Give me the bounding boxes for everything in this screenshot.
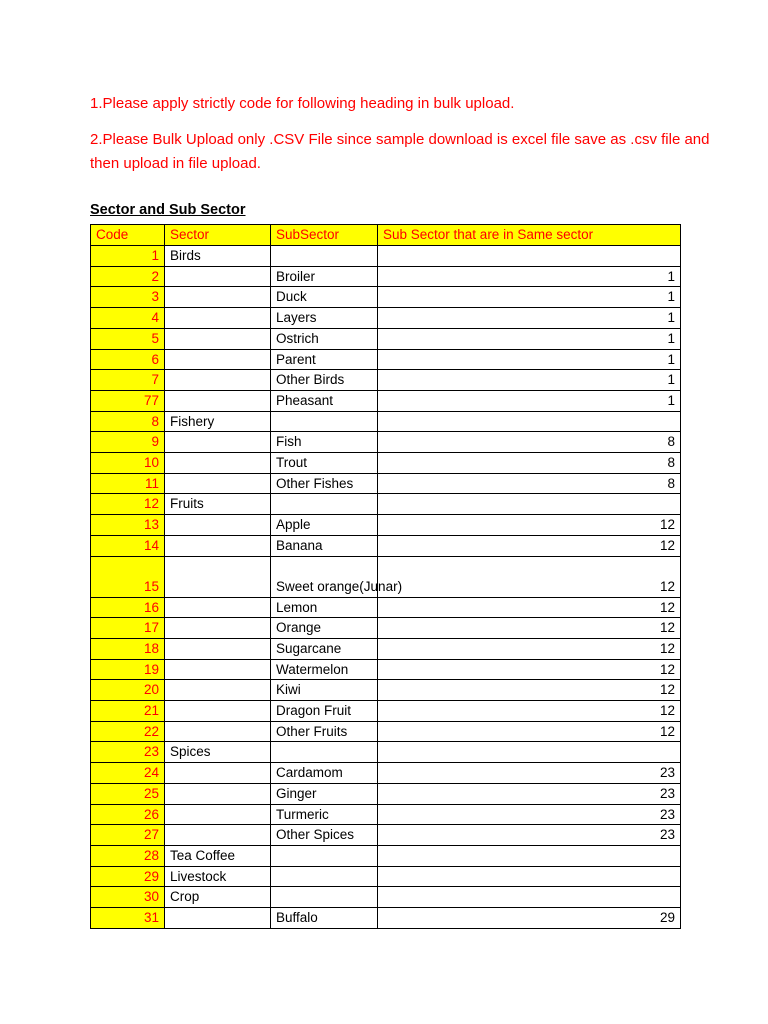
cell-sector (165, 763, 271, 784)
cell-subsector: Kiwi (271, 680, 378, 701)
header-code: Code (91, 225, 165, 246)
cell-subsector: Pheasant (271, 390, 378, 411)
cell-sector: Crop (165, 887, 271, 908)
header-same-sector: Sub Sector that are in Same sector (378, 225, 681, 246)
cell-code: 18 (91, 638, 165, 659)
cell-code: 23 (91, 742, 165, 763)
cell-subsector: Orange (271, 618, 378, 639)
table-row (91, 721, 681, 742)
cell-code: 24 (91, 763, 165, 784)
cell-subsector (271, 887, 378, 908)
cell-sector (165, 638, 271, 659)
header-subsector: SubSector (271, 225, 378, 246)
cell-subsector: Other Birds (271, 370, 378, 391)
cell-sector (165, 432, 271, 453)
table-row (91, 742, 681, 763)
table-row (91, 597, 681, 618)
cell-subsector: Duck (271, 287, 378, 308)
cell-subsector: Other Spices (271, 825, 378, 846)
cell-same-sector (378, 742, 681, 763)
cell-subsector: Lemon (271, 597, 378, 618)
cell-sector (165, 783, 271, 804)
cell-code: 16 (91, 597, 165, 618)
cell-code: 8 (91, 411, 165, 432)
cell-subsector: Other Fruits (271, 721, 378, 742)
cell-code: 4 (91, 308, 165, 329)
cell-sector (165, 390, 271, 411)
cell-subsector (271, 845, 378, 866)
cell-same-sector: 12 (378, 535, 681, 556)
cell-sector (165, 473, 271, 494)
cell-sector (165, 515, 271, 536)
cell-sector (165, 618, 271, 639)
cell-same-sector: 23 (378, 783, 681, 804)
cell-sector (165, 308, 271, 329)
cell-same-sector: 23 (378, 804, 681, 825)
cell-sector (165, 556, 271, 597)
cell-sector: Spices (165, 742, 271, 763)
table-row (91, 494, 681, 515)
cell-same-sector: 12 (378, 618, 681, 639)
cell-subsector (271, 866, 378, 887)
table-row (91, 638, 681, 659)
cell-same-sector (378, 494, 681, 515)
sector-table (90, 224, 681, 929)
cell-sector (165, 721, 271, 742)
cell-sector (165, 287, 271, 308)
cell-code: 77 (91, 390, 165, 411)
cell-sector (165, 453, 271, 474)
table-body (91, 246, 681, 929)
cell-same-sector (378, 845, 681, 866)
table-row (91, 308, 681, 329)
cell-same-sector: 12 (378, 701, 681, 722)
cell-code: 31 (91, 908, 165, 929)
table-row (91, 887, 681, 908)
table-row (91, 680, 681, 701)
cell-code: 11 (91, 473, 165, 494)
table-row (91, 246, 681, 267)
cell-sector (165, 680, 271, 701)
cell-same-sector: 1 (378, 287, 681, 308)
cell-sector (165, 825, 271, 846)
cell-same-sector: 29 (378, 908, 681, 929)
cell-sector: Fruits (165, 494, 271, 515)
cell-same-sector: 12 (378, 659, 681, 680)
table-row (91, 804, 681, 825)
cell-subsector: Buffalo (271, 908, 378, 929)
cell-code: 7 (91, 370, 165, 391)
cell-code: 10 (91, 453, 165, 474)
table-row (91, 370, 681, 391)
table-row (91, 515, 681, 536)
cell-same-sector: 12 (378, 515, 681, 536)
cell-subsector: Ginger (271, 783, 378, 804)
table-row (91, 618, 681, 639)
cell-code: 19 (91, 659, 165, 680)
cell-subsector (271, 411, 378, 432)
table-row (91, 908, 681, 929)
cell-subsector (271, 494, 378, 515)
table-row (91, 825, 681, 846)
table-row (91, 701, 681, 722)
cell-subsector: Ostrich (271, 328, 378, 349)
cell-code: 13 (91, 515, 165, 536)
cell-code: 20 (91, 680, 165, 701)
cell-same-sector: 8 (378, 432, 681, 453)
table-row (91, 453, 681, 474)
cell-sector (165, 328, 271, 349)
cell-code: 5 (91, 328, 165, 349)
cell-same-sector: 12 (378, 638, 681, 659)
cell-same-sector: 1 (378, 370, 681, 391)
cell-subsector: Trout (271, 453, 378, 474)
table-row (91, 556, 681, 597)
cell-same-sector: 12 (378, 721, 681, 742)
table-row (91, 390, 681, 411)
cell-code: 2 (91, 266, 165, 287)
cell-code: 6 (91, 349, 165, 370)
cell-subsector (271, 246, 378, 267)
cell-code: 1 (91, 246, 165, 267)
cell-code: 9 (91, 432, 165, 453)
cell-sector (165, 701, 271, 722)
table-row (91, 783, 681, 804)
table-row (91, 763, 681, 784)
cell-subsector: Broiler (271, 266, 378, 287)
cell-sector (165, 597, 271, 618)
cell-code: 21 (91, 701, 165, 722)
cell-same-sector: 1 (378, 349, 681, 370)
table-header-row (91, 225, 681, 246)
instructions (90, 92, 710, 184)
cell-sector: Livestock (165, 866, 271, 887)
cell-sector (165, 804, 271, 825)
table-row (91, 659, 681, 680)
cell-sector: Tea Coffee (165, 845, 271, 866)
instruction-2: 2.Please Bulk Upload only .CSV File since sample download is excel file save as .csv file and then upload in file upload. (90, 131, 710, 172)
instruction-1: 1.Please apply strictly code for following heading in bulk upload. (90, 95, 515, 112)
cell-same-sector (378, 411, 681, 432)
cell-code: 14 (91, 535, 165, 556)
cell-code: 3 (91, 287, 165, 308)
cell-code: 29 (91, 866, 165, 887)
table-row (91, 266, 681, 287)
table-row (91, 845, 681, 866)
cell-code: 26 (91, 804, 165, 825)
cell-same-sector: 12 (378, 556, 681, 597)
cell-subsector: Sweet orange(Junar) (271, 556, 378, 597)
cell-code: 17 (91, 618, 165, 639)
cell-subsector: Turmeric (271, 804, 378, 825)
cell-subsector: Fish (271, 432, 378, 453)
cell-code: 27 (91, 825, 165, 846)
table-row (91, 328, 681, 349)
cell-subsector: Dragon Fruit (271, 701, 378, 722)
cell-same-sector (378, 246, 681, 267)
cell-subsector: Cardamom (271, 763, 378, 784)
table-row (91, 349, 681, 370)
cell-same-sector: 1 (378, 328, 681, 349)
cell-same-sector: 1 (378, 308, 681, 329)
cell-same-sector: 23 (378, 763, 681, 784)
cell-same-sector: 1 (378, 266, 681, 287)
table-row (91, 287, 681, 308)
cell-code: 22 (91, 721, 165, 742)
cell-subsector: Sugarcane (271, 638, 378, 659)
cell-subsector: Watermelon (271, 659, 378, 680)
cell-subsector: Other Fishes (271, 473, 378, 494)
cell-sector: Birds (165, 246, 271, 267)
table-row (91, 535, 681, 556)
cell-subsector (271, 742, 378, 763)
header-sector: Sector (165, 225, 271, 246)
cell-code: 15 (91, 556, 165, 597)
cell-same-sector: 12 (378, 680, 681, 701)
cell-sector: Fishery (165, 411, 271, 432)
cell-sector (165, 266, 271, 287)
cell-same-sector (378, 887, 681, 908)
cell-subsector: Layers (271, 308, 378, 329)
cell-subsector: Parent (271, 349, 378, 370)
cell-sector (165, 349, 271, 370)
cell-sector (165, 659, 271, 680)
cell-sector (165, 370, 271, 391)
table-row (91, 473, 681, 494)
cell-sector (165, 908, 271, 929)
table-row (91, 411, 681, 432)
cell-code: 30 (91, 887, 165, 908)
cell-same-sector: 23 (378, 825, 681, 846)
cell-code: 12 (91, 494, 165, 515)
table-row (91, 866, 681, 887)
section-title: Sector and Sub Sector (90, 202, 246, 218)
cell-subsector: Banana (271, 535, 378, 556)
cell-sector (165, 535, 271, 556)
cell-same-sector: 12 (378, 597, 681, 618)
cell-subsector: Apple (271, 515, 378, 536)
cell-same-sector: 8 (378, 453, 681, 474)
table-row (91, 432, 681, 453)
cell-same-sector: 1 (378, 390, 681, 411)
cell-same-sector: 8 (378, 473, 681, 494)
cell-code: 28 (91, 845, 165, 866)
cell-same-sector (378, 866, 681, 887)
cell-code: 25 (91, 783, 165, 804)
